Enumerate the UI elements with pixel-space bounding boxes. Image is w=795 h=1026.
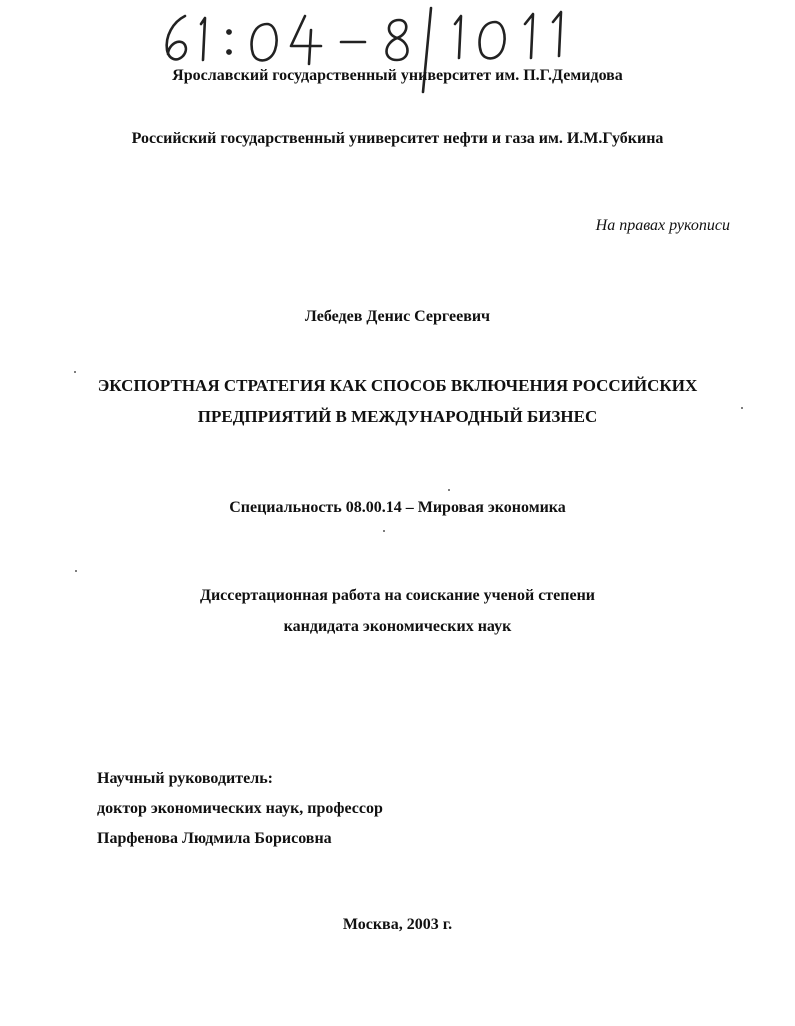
university-2: Российский государственный университет нефти и газа им. И.М.Губкина [131, 130, 664, 147]
specialty: Специальность 08.00.14 – Мировая экономика [229, 499, 566, 516]
manuscript-rights: На правах рукописи [595, 217, 730, 234]
scan-speck [74, 371, 76, 373]
thesis-title-line-1: ЭКСПОРТНАЯ СТРАТЕГИЯ КАК СПОСОБ ВКЛЮЧЕНИЯ РОССИЙСКИХ [97, 376, 698, 395]
scan-speck [741, 407, 743, 409]
dissertation-line-2: кандидата экономических наук [283, 618, 512, 635]
thesis-title-line-2: ПРЕДПРИЯТИЙ В МЕЖДУНАРОДНЫЙ БИЗНЕС [197, 407, 598, 426]
place-and-year: Москва, 2003 г. [342, 916, 453, 933]
scan-speck [448, 489, 450, 491]
dissertation-line-1: Диссертационная работа на соискание ученой степени [199, 587, 596, 604]
supervisor-label: Научный руководитель: [97, 770, 273, 787]
author-name: Лебедев Денис Сергеевич [304, 308, 491, 325]
supervisor-name: Парфенова Людмила Борисовна [97, 830, 332, 847]
scan-speck [383, 530, 385, 532]
scan-speck [75, 570, 77, 572]
supervisor-degree: доктор экономических наук, профессор [97, 800, 383, 817]
university-1: Ярославский государственный университет им. П.Г.Демидова [172, 67, 623, 84]
